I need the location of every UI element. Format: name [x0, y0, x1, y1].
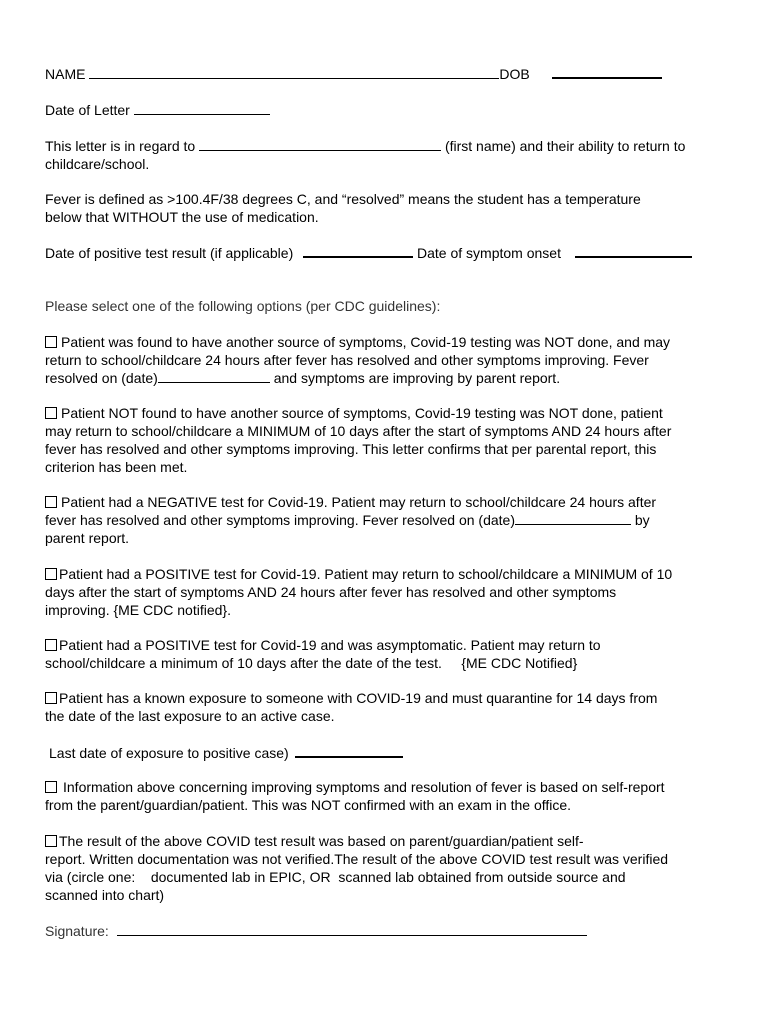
signature-field[interactable]: [117, 923, 587, 936]
fever-resolved-date-field[interactable]: [158, 370, 270, 383]
option-6: [45, 689, 726, 725]
option-6-checkbox[interactable]: [45, 692, 57, 704]
exposure-date-row: [49, 744, 726, 762]
option-2-line3: fever has resolved and other symptoms improving. This letter confirms that per parental report, this: [45, 441, 657, 457]
option-3-line2-prefix: fever has resolved and other symptoms improving. Fever resolved on (date): [45, 512, 515, 528]
option-5-checkbox[interactable]: [45, 639, 57, 651]
option-7-line1: Information above concerning improving symptoms and resolution of fever is based on self-report: [63, 779, 665, 795]
option-1-line3-suffix: and symptoms are improving by parent report.: [273, 370, 561, 386]
option-3-checkbox[interactable]: [45, 496, 57, 508]
first-name-field[interactable]: [199, 138, 441, 151]
date-of-letter-row: [45, 101, 726, 119]
dob-label: DOB: [499, 66, 530, 82]
positive-test-date-field[interactable]: [303, 244, 413, 258]
option-5: [45, 636, 726, 672]
option-4-checkbox[interactable]: [45, 568, 57, 580]
option-4-line3: improving. {ME CDC notified}.: [45, 602, 231, 618]
option-8-line2: report. Written documentation was not verified.The result of the above COVID test result was verified: [45, 851, 669, 867]
regard-paragraph: [45, 137, 726, 173]
option-7-line2: from the parent/guardian/patient. This was NOT confirmed with an exam in the office.: [45, 797, 572, 813]
dob-field[interactable]: [552, 65, 662, 79]
option-8-line1: The result of the above COVID test result was based on parent/guardian/patient self-: [59, 833, 584, 849]
option-7: [45, 778, 726, 814]
option-3-line2-suffix: by: [634, 512, 650, 528]
option-3-line1: Patient had a NEGATIVE test for Covid-19. Patient may return to school/childcare 24 hours after: [61, 494, 657, 510]
positive-test-date-label: Date of positive test result (if applicable): [45, 245, 294, 261]
date-of-letter-field[interactable]: [134, 102, 270, 115]
option-2-line2: may return to school/childcare a MINIMUM of 10 days after the start of symptoms AND 24 hours after: [45, 423, 672, 439]
regard-prefix: This letter is in regard to: [45, 138, 196, 154]
date-of-letter-label: Date of Letter: [45, 102, 130, 118]
option-1-line3-prefix: resolved on (date): [45, 370, 158, 386]
fever-line2: below that WITHOUT the use of medication.: [45, 209, 319, 225]
dates-row: [45, 244, 726, 262]
option-2: [45, 404, 726, 476]
exposure-date-label: Last date of exposure to positive case): [49, 745, 289, 761]
regard-suffix: (first name) and their ability to return to: [444, 138, 686, 154]
symptom-onset-field[interactable]: [575, 244, 692, 258]
symptom-onset-label: Date of symptom onset: [417, 245, 561, 261]
exposure-date-field[interactable]: [295, 744, 403, 758]
instructions: Please select one of the following options (per CDC guidelines):: [45, 298, 441, 314]
negative-fever-resolved-date-field[interactable]: [515, 512, 631, 525]
option-8-line4: scanned into chart): [45, 887, 165, 903]
fever-line1: Fever is defined as >100.4F/38 degrees C, and “resolved” means the student has a temperature: [45, 191, 641, 207]
option-4: [45, 565, 726, 619]
option-1-checkbox[interactable]: [45, 336, 57, 348]
option-5-line2: school/childcare a minimum of 10 days after the date of the test. {ME CDC Notified}: [45, 655, 578, 671]
option-8: [45, 832, 726, 904]
name-label: NAME: [45, 66, 86, 82]
option-1-line2: return to school/childcare 24 hours after fever has resolved and other symptoms improving. Fever: [45, 352, 649, 368]
option-8-line3: via (circle one: documented lab in EPIC, OR scanned lab obtained from outside source and: [45, 869, 626, 885]
name-dob-row: [45, 65, 726, 83]
fever-definition: [45, 190, 726, 226]
signature-row: [45, 922, 726, 940]
option-2-line1: Patient NOT found to have another source of symptoms, Covid-19 testing was NOT done, patient: [61, 405, 663, 421]
name-field[interactable]: [89, 66, 499, 79]
regard-line2: childcare/school.: [45, 156, 150, 172]
option-5-line1: Patient had a POSITIVE test for Covid-19 and was asymptomatic. Patient may return to: [59, 637, 601, 653]
option-4-line2: days after the start of symptoms AND 24 hours after fever has resolved and other symptoms: [45, 584, 617, 600]
option-1-line1: Patient was found to have another source of symptoms, Covid-19 testing was NOT done, and may: [61, 334, 671, 350]
option-3: [45, 493, 726, 547]
option-3-line3: parent report.: [45, 530, 130, 546]
option-6-line1: Patient has a known exposure to someone with COVID-19 and must quarantine for 14 days from: [59, 690, 658, 706]
option-7-checkbox[interactable]: [45, 781, 57, 793]
option-2-checkbox[interactable]: [45, 407, 57, 419]
option-8-checkbox[interactable]: [45, 835, 57, 847]
option-2-line4: criterion has been met.: [45, 459, 188, 475]
option-6-line2: the date of the last exposure to an active case.: [45, 708, 335, 724]
option-4-line1: Patient had a POSITIVE test for Covid-19. Patient may return to school/childcare a MINIMUM of 10: [59, 566, 673, 582]
option-1: [45, 333, 726, 387]
signature-label: Signature:: [45, 923, 109, 939]
